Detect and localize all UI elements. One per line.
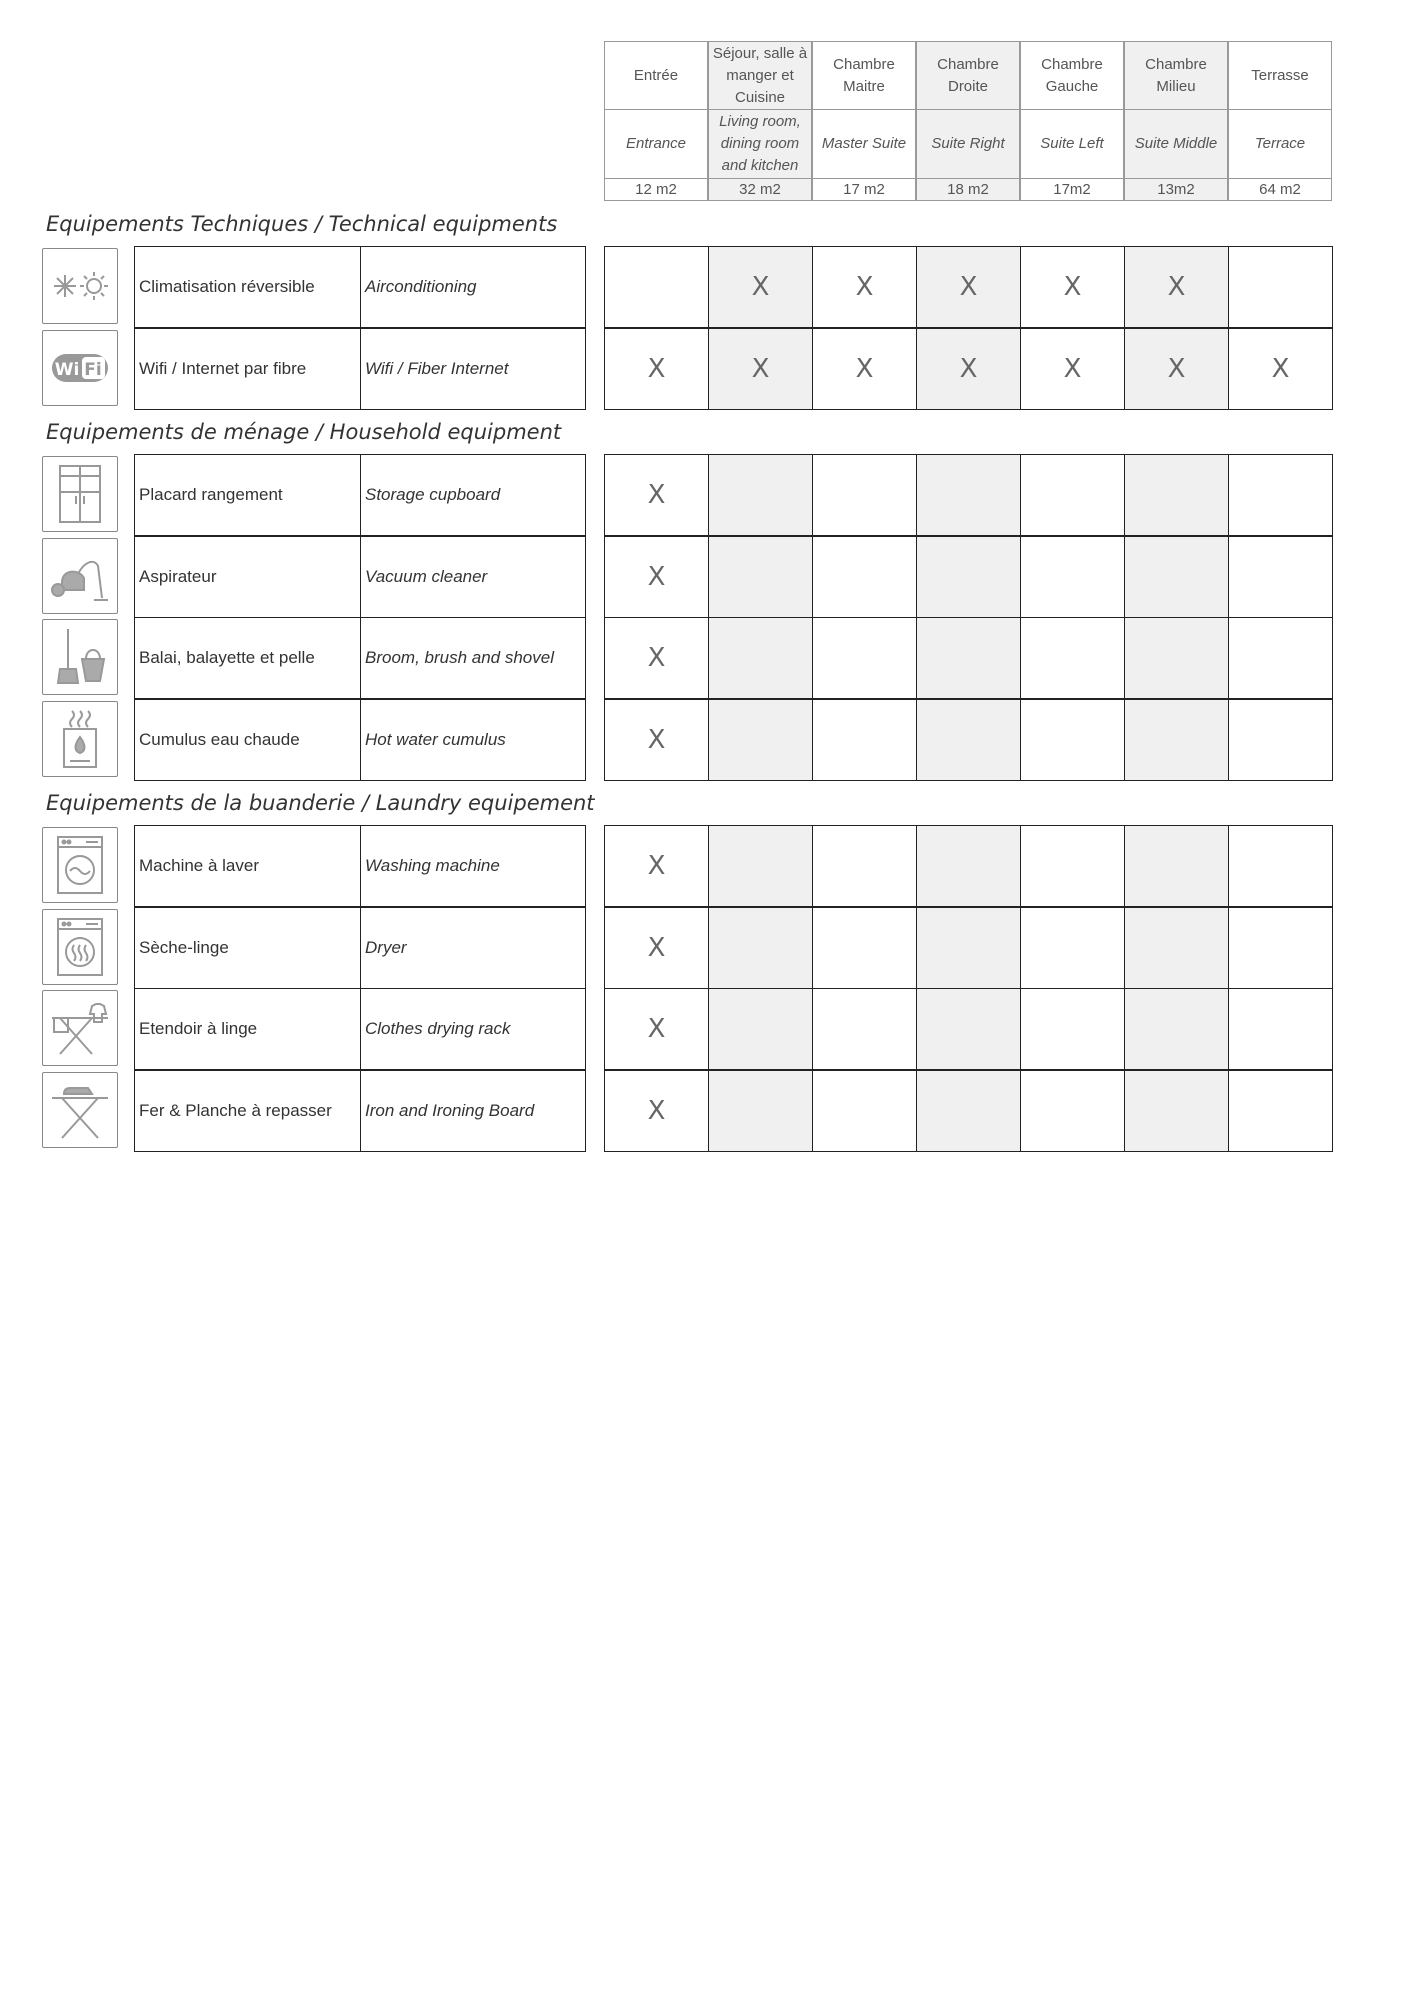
availability-cell bbox=[1020, 454, 1125, 536]
availability-cell: X bbox=[812, 246, 917, 328]
section-title: Equipements Techniques / Technical equipments bbox=[46, 212, 558, 236]
availability-cell: X bbox=[1228, 328, 1333, 410]
availability-cell bbox=[708, 988, 813, 1070]
availability-cell bbox=[1020, 988, 1125, 1070]
equipment-label-en: Clothes drying rack bbox=[360, 988, 586, 1070]
room-name-fr: Chambre Droite bbox=[916, 41, 1020, 110]
room-area: 17m2 bbox=[1020, 178, 1124, 201]
availability-cell bbox=[1228, 699, 1333, 781]
availability-cell bbox=[1124, 536, 1229, 618]
cupboard-icon bbox=[42, 456, 118, 532]
availability-cell bbox=[1124, 825, 1229, 907]
availability-cell bbox=[1228, 536, 1333, 618]
wifi-icon bbox=[42, 330, 118, 406]
availability-cell: X bbox=[1124, 328, 1229, 410]
availability-cell bbox=[1228, 825, 1333, 907]
availability-cell: X bbox=[708, 246, 813, 328]
availability-cell bbox=[916, 988, 1021, 1070]
availability-cell bbox=[1228, 617, 1333, 699]
availability-cell: X bbox=[604, 454, 709, 536]
availability-cell bbox=[1020, 536, 1125, 618]
availability-cell: X bbox=[604, 988, 709, 1070]
svg-text:Fi: Fi bbox=[84, 359, 102, 380]
availability-cell bbox=[916, 907, 1021, 989]
equipment-label-en: Airconditioning bbox=[360, 246, 586, 328]
room-column bbox=[604, 41, 708, 201]
equipment-label-en: Storage cupboard bbox=[360, 454, 586, 536]
availability-cell bbox=[812, 699, 917, 781]
broom-bucket-icon bbox=[42, 619, 118, 695]
room-name-fr: Séjour, salle à manger et Cuisine bbox=[708, 41, 812, 110]
equipment-label-fr: Cumulus eau chaude bbox=[134, 699, 361, 781]
availability-cell bbox=[1124, 617, 1229, 699]
availability-cell bbox=[812, 988, 917, 1070]
room-name-en: Suite Middle bbox=[1124, 109, 1228, 179]
equipment-label-fr: Sèche-linge bbox=[134, 907, 361, 989]
water-heater-icon bbox=[42, 701, 118, 777]
room-column bbox=[1020, 41, 1124, 201]
availability-cell: X bbox=[1124, 246, 1229, 328]
availability-cell bbox=[708, 617, 813, 699]
room-column bbox=[708, 41, 812, 201]
availability-cell bbox=[1228, 907, 1333, 989]
vacuum-cleaner-icon bbox=[42, 538, 118, 614]
equipment-label-fr: Machine à laver bbox=[134, 825, 361, 907]
room-area: 64 m2 bbox=[1228, 178, 1332, 201]
availability-cell bbox=[1124, 988, 1229, 1070]
availability-cell bbox=[1020, 699, 1125, 781]
availability-cell bbox=[916, 536, 1021, 618]
availability-cell: X bbox=[604, 1070, 709, 1152]
availability-cell bbox=[1020, 907, 1125, 989]
room-area: 13m2 bbox=[1124, 178, 1228, 201]
equipment-label-fr: Fer & Planche à repasser bbox=[134, 1070, 361, 1152]
equipment-label-fr: Placard rangement bbox=[134, 454, 361, 536]
availability-cell bbox=[708, 1070, 813, 1152]
availability-cell bbox=[812, 536, 917, 618]
availability-cell bbox=[1228, 246, 1333, 328]
availability-cell: X bbox=[916, 246, 1021, 328]
availability-cell bbox=[708, 907, 813, 989]
availability-cell bbox=[916, 617, 1021, 699]
equipment-label-fr: Aspirateur bbox=[134, 536, 361, 618]
availability-cell bbox=[1020, 825, 1125, 907]
room-column bbox=[1228, 41, 1332, 201]
availability-cell bbox=[812, 454, 917, 536]
availability-cell bbox=[604, 246, 709, 328]
room-name-en: Suite Right bbox=[916, 109, 1020, 179]
room-name-fr: Chambre Maitre bbox=[812, 41, 916, 110]
availability-cell bbox=[1020, 1070, 1125, 1152]
availability-cell bbox=[812, 1070, 917, 1152]
availability-cell bbox=[708, 825, 813, 907]
room-name-en: Living room, dining room and kitchen bbox=[708, 109, 812, 179]
availability-cell bbox=[812, 617, 917, 699]
availability-cell bbox=[1020, 617, 1125, 699]
availability-cell bbox=[1228, 988, 1333, 1070]
availability-cell bbox=[708, 699, 813, 781]
room-column bbox=[812, 41, 916, 201]
availability-cell: X bbox=[604, 617, 709, 699]
room-area: 12 m2 bbox=[604, 178, 708, 201]
dryer-icon bbox=[42, 909, 118, 985]
iron-board-icon bbox=[42, 1072, 118, 1148]
availability-cell bbox=[708, 536, 813, 618]
availability-cell: X bbox=[604, 328, 709, 410]
availability-cell bbox=[812, 907, 917, 989]
availability-cell bbox=[1124, 699, 1229, 781]
availability-cell bbox=[812, 825, 917, 907]
section-title: Equipements de la buanderie / Laundry equipement bbox=[46, 791, 595, 815]
availability-cell: X bbox=[916, 328, 1021, 410]
equipment-label-en: Washing machine bbox=[360, 825, 586, 907]
drying-rack-icon bbox=[42, 990, 118, 1066]
availability-cell bbox=[916, 454, 1021, 536]
availability-cell bbox=[1124, 454, 1229, 536]
room-header-table bbox=[604, 41, 1333, 201]
room-name-en: Suite Left bbox=[1020, 109, 1124, 179]
equipment-label-fr: Etendoir à linge bbox=[134, 988, 361, 1070]
equipment-label-fr: Wifi / Internet par fibre bbox=[134, 328, 361, 410]
room-name-fr: Terrasse bbox=[1228, 41, 1332, 110]
section-title: Equipements de ménage / Household equipment bbox=[46, 420, 562, 444]
availability-cell bbox=[1228, 1070, 1333, 1152]
room-name-en: Entrance bbox=[604, 109, 708, 179]
room-name-fr: Chambre Gauche bbox=[1020, 41, 1124, 110]
availability-cell bbox=[1124, 907, 1229, 989]
svg-text:Wi: Wi bbox=[54, 359, 80, 380]
equipment-label-en: Vacuum cleaner bbox=[360, 536, 586, 618]
availability-cell: X bbox=[812, 328, 917, 410]
availability-cell bbox=[916, 825, 1021, 907]
availability-cell: X bbox=[604, 699, 709, 781]
room-name-en: Terrace bbox=[1228, 109, 1332, 179]
room-name-en: Master Suite bbox=[812, 109, 916, 179]
availability-cell bbox=[916, 1070, 1021, 1152]
room-name-fr: Entrée bbox=[604, 41, 708, 110]
room-column bbox=[916, 41, 1020, 201]
room-area: 17 m2 bbox=[812, 178, 916, 201]
air-conditioning-icon bbox=[42, 248, 118, 324]
room-column bbox=[1124, 41, 1228, 201]
washing-machine-icon bbox=[42, 827, 118, 903]
availability-cell: X bbox=[708, 328, 813, 410]
availability-cell: X bbox=[604, 825, 709, 907]
availability-cell: X bbox=[604, 536, 709, 618]
availability-cell bbox=[1228, 454, 1333, 536]
room-area: 18 m2 bbox=[916, 178, 1020, 201]
availability-cell bbox=[916, 699, 1021, 781]
availability-cell: X bbox=[1020, 246, 1125, 328]
availability-cell bbox=[1124, 1070, 1229, 1152]
equipment-label-en: Hot water cumulus bbox=[360, 699, 586, 781]
room-name-fr: Chambre Milieu bbox=[1124, 41, 1228, 110]
equipment-label-en: Broom, brush and shovel bbox=[360, 617, 586, 699]
equipment-label-en: Wifi / Fiber Internet bbox=[360, 328, 586, 410]
equipment-label-fr: Climatisation réversible bbox=[134, 246, 361, 328]
room-area: 32 m2 bbox=[708, 178, 812, 201]
equipment-label-en: Iron and Ironing Board bbox=[360, 1070, 586, 1152]
availability-cell: X bbox=[1020, 328, 1125, 410]
equipment-label-fr: Balai, balayette et pelle bbox=[134, 617, 361, 699]
availability-cell: X bbox=[604, 907, 709, 989]
availability-cell bbox=[708, 454, 813, 536]
equipment-label-en: Dryer bbox=[360, 907, 586, 989]
